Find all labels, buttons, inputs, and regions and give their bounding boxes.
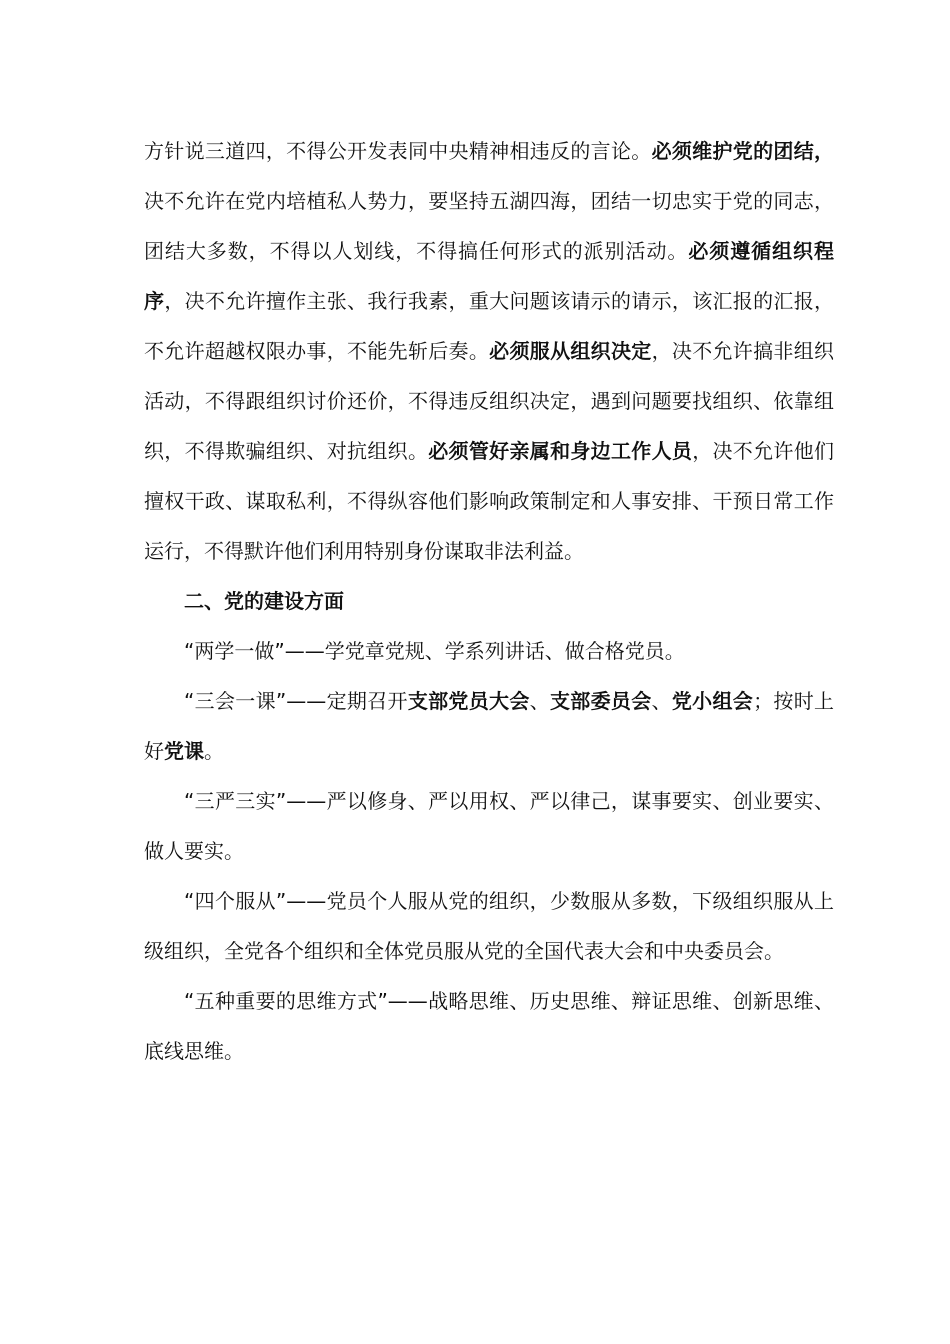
- emphasis-run: 必须服从组织决定: [489, 339, 652, 363]
- text-run: “五种重要的思维方式”——战略思维、历史思维、辩证思维、创新思维、底线思维。: [144, 989, 834, 1063]
- text-run: 、: [529, 689, 550, 713]
- emphasis-run: 支部委员会: [549, 689, 652, 713]
- text-run: 决不允许在党内培植私人势力，要坚持五湖四海，团结一切忠实于党的同志，团结大多数，不得以人划线，不得搞任何形式的派别活动。: [144, 189, 834, 263]
- text-run: ；按时上好: [144, 689, 835, 763]
- text-run: “三会一课”——定期召开: [184, 689, 408, 713]
- emphasis-run: 支部党员大会: [407, 689, 530, 713]
- text-run: ，决不允许搞非组织活动，不得跟组织讨价还价，不得违反组织决定，遇到问题要找组织、依靠组织，不得欺骗组织、对抗组织。: [144, 339, 835, 463]
- document-body: [144, 126, 834, 1076]
- emphasis-run: 必须管好亲属和身边工作人员: [428, 439, 693, 463]
- emphasis-run: 必须遵循组织程序: [144, 239, 834, 313]
- text-run: “四个服从”——党员个人服从党的组织，少数服从多数，下级组织服从上级组织，全党各个组织和全体党员服从党的全国代表大会和中央委员会。: [144, 889, 834, 963]
- paragraph-party-discipline: [144, 126, 834, 576]
- emphasis-run: 党课: [164, 739, 204, 763]
- text-run: ，决不允许擅作主张、我行我素，重大问题该请示的请示，该汇报的汇报，不允许超越权限办事，不能先斩后奏。: [144, 289, 835, 363]
- section-heading: [144, 576, 834, 626]
- paragraph-wuzhong-siwei: [144, 976, 834, 1076]
- text-run: “三严三实”——严以修身、严以用权、严以律己，谋事要实、创业要实、做人要实。: [144, 789, 834, 863]
- emphasis-run: 党小组会: [671, 689, 754, 713]
- text-run: ，决不允许他们擅权干政、谋取私利，不得纵容他们影响政策制定和人事安排、干预日常工作运行，不得默许他们利用特别身份谋取非法利益。: [144, 439, 835, 563]
- paragraph-sanyan-sanshi: [144, 776, 834, 876]
- paragraph-sige-fucong: [144, 876, 834, 976]
- text-run: 方针说三道四，不得公开发表同中央精神相违反的言论。: [144, 139, 652, 163]
- text-run: “两学一做”——学党章党规、学系列讲话、做合格党员。: [184, 639, 685, 663]
- paragraph-sanhui-yike: [144, 676, 834, 776]
- emphasis-run: 必须维护党的团结，: [651, 139, 835, 163]
- section-heading-text: 二、党的建设方面: [184, 589, 344, 613]
- text-run: 、: [651, 689, 672, 713]
- paragraph-liangxue-yizuo: [144, 626, 834, 676]
- text-run: 。: [204, 739, 224, 763]
